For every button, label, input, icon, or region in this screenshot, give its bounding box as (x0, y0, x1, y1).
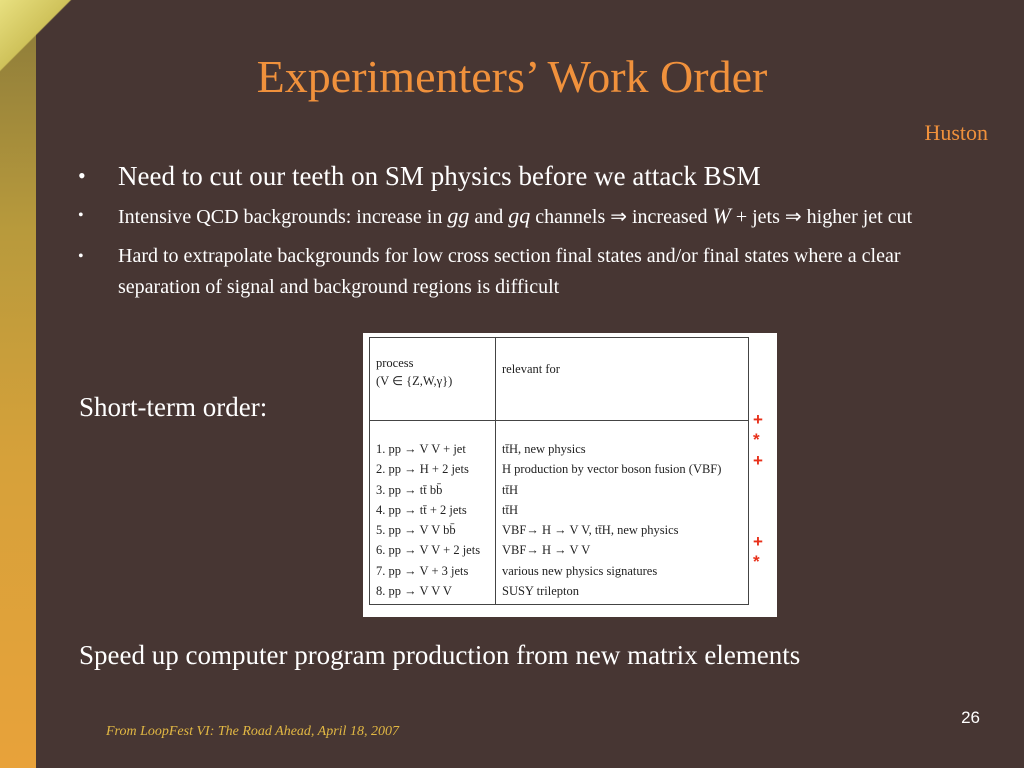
bullet-item (78, 200, 983, 233)
process-table (369, 337, 749, 605)
bullet-text: Need to cut our teeth on SM physics before we attack BSM (118, 161, 761, 191)
asterisk-mark-icon: * (753, 430, 760, 450)
bullet-math-w: W (712, 203, 731, 228)
relevant-cell: VBF→ H → V V (502, 543, 591, 558)
process-cell: 6. pp → V V + 2 jets (376, 543, 481, 558)
process-cell: 8. pp → V V V (376, 584, 452, 599)
footer-text: From LoopFest VI: The Road Ahead, April 18, 2007 (106, 724, 399, 739)
process-cell: 1. pp → V V + jet (376, 442, 466, 456)
relevant-cell: tt̄H (502, 482, 518, 497)
relevant-cell: H production by vector boson fusion (VBF) (502, 462, 722, 477)
relevant-cell: VBF→ H → V V, tt̄H, new physics (502, 523, 679, 538)
asterisk-mark-icon: * (753, 552, 760, 572)
priority-marks (749, 333, 779, 617)
table-header-relevant: relevant for (496, 338, 749, 421)
relevant-cell: various new physics signatures (502, 563, 658, 578)
short-term-label: Short-term order: (79, 392, 268, 422)
relevant-cell: tt̄H, new physics (502, 442, 586, 456)
bullet-list (78, 160, 983, 303)
slide-title: Experimenters’ Work Order (256, 51, 768, 102)
bullet-item (78, 241, 983, 303)
author-name: Huston (924, 120, 988, 145)
bullet-math-gg: gg (447, 203, 470, 228)
process-column (370, 421, 496, 605)
process-cell: 7. pp → V + 3 jets (376, 563, 469, 578)
speed-up-text: Speed up computer program production from new matrix elements (79, 640, 801, 670)
plus-mark-icon: + (753, 450, 763, 470)
process-cell: 4. pp → tt̄ + 2 jets (376, 502, 467, 517)
bullet-text-part: channels ⇒ increased (530, 206, 713, 228)
process-cell: 2. pp → H + 2 jets (376, 462, 469, 477)
page-number: 26 (961, 708, 980, 727)
bullet-item (78, 160, 983, 192)
bullet-text-part: + jets ⇒ higher jet cut (730, 206, 913, 228)
plus-mark-icon: + (753, 531, 763, 551)
bullet-dot-icon: • (78, 207, 84, 224)
plus-mark-icon: + (753, 410, 763, 429)
bullet-dot-icon: • (78, 248, 84, 265)
relevant-cell: tt̄H (502, 502, 518, 517)
process-cell: 3. pp → tt̄ bb̄ (376, 482, 443, 497)
table-header-process: process (V ∈ {Z,W,γ}) (370, 338, 496, 421)
table-body-row (370, 421, 749, 605)
bullet-dot-icon: • (78, 163, 86, 188)
bullet-text: Hard to extrapolate backgrounds for low cross section final states and/or final states where a clear separation of signal and background regions is difficult (118, 245, 901, 298)
relevant-column (496, 421, 749, 605)
relevant-cell: SUSY trilepton (502, 584, 579, 599)
process-cell: 5. pp → V V bb̄ (376, 523, 456, 538)
process-table-image (363, 333, 777, 617)
table-header-row (370, 338, 749, 421)
bullet-text-part: and (469, 206, 509, 228)
bullet-text-part: Intensive QCD backgrounds: increase in (118, 206, 448, 228)
decorative-sidebar (0, 0, 36, 768)
bullet-math-gq: gq (508, 203, 531, 228)
